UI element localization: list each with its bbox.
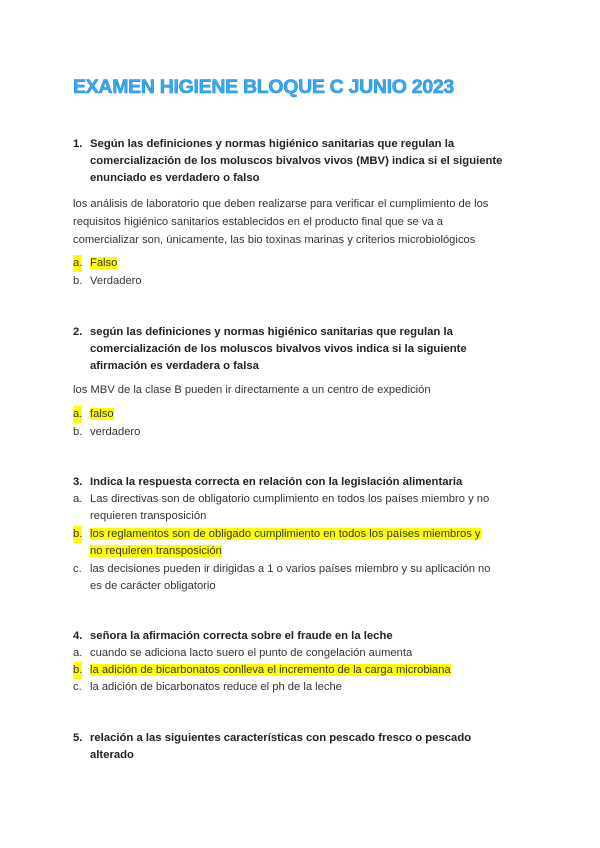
- question-number: 4.: [73, 630, 83, 642]
- question-3-option-b: [73, 526, 530, 560]
- question-2-statement: [73, 381, 543, 399]
- question-heading-line: comercialización de los moluscos bivalvos vivos (MBV) indica si el siguiente: [90, 155, 503, 167]
- option-text: no requieren transposición: [90, 545, 222, 557]
- question-heading-line: afirmación es verdadera o falsa: [90, 360, 259, 372]
- question-4-option-b: [73, 662, 530, 679]
- question-2-option-b: [73, 424, 530, 441]
- question-heading-line: alterado: [90, 749, 134, 761]
- option-text: la adición de bicarbonatos reduce el ph de la leche: [90, 681, 342, 693]
- option-letter: c.: [73, 563, 82, 575]
- question-2-heading: [73, 324, 540, 375]
- question-1-statement: [73, 195, 543, 249]
- statement-line: comercializar son, únicamente, las bio toxinas marinas y criterios microbiológicos: [73, 234, 476, 246]
- question-heading-line: enunciado es verdadero o falso: [90, 172, 260, 184]
- option-text: verdadero: [90, 426, 141, 438]
- question-number: 5.: [73, 732, 83, 744]
- option-letter: a.: [73, 406, 82, 423]
- option-letter: a.: [73, 647, 83, 659]
- option-text: es de carácter obligatorio: [90, 580, 216, 592]
- option-letter: a.: [73, 493, 83, 505]
- question-4-heading: [73, 628, 540, 645]
- question-number: 2.: [73, 326, 83, 338]
- question-3-heading: [73, 474, 540, 491]
- question-1-option-b: [73, 273, 530, 290]
- question-5-heading: [73, 730, 540, 764]
- question-1-heading: [73, 136, 540, 187]
- question-heading-line: comercialización de los moluscos bivalvos vivos indica si la siguiente: [90, 343, 467, 355]
- question-number: 1.: [73, 138, 83, 150]
- question-number: 3.: [73, 476, 83, 488]
- option-text: requieren transposición: [90, 510, 207, 522]
- option-letter: b.: [73, 426, 83, 438]
- option-letter: b.: [73, 275, 83, 287]
- option-letter: c.: [73, 681, 82, 693]
- option-text: la adición de bicarbonatos conlleva el incremento de la carga microbiana: [90, 664, 451, 676]
- option-text: Verdadero: [90, 275, 142, 287]
- statement-line: los MBV de la clase B pueden ir directamente a un centro de expedición: [73, 384, 431, 396]
- question-heading-line: Según las definiciones y normas higiénico sanitarias que regulan la: [90, 138, 455, 150]
- option-text: Las directivas son de obligatorio cumplimiento en todos los países miembro y no: [90, 493, 490, 505]
- option-text: Falso: [90, 257, 118, 269]
- exam-title: EXAMEN HIGIENE BLOQUE C JUNIO 2023: [73, 76, 454, 98]
- question-2-option-a: [73, 406, 530, 423]
- statement-line: requisitos higiénico sanitarios establecidos en el producto final que se va a: [73, 216, 444, 228]
- option-letter: a.: [73, 255, 82, 272]
- statement-line: los análisis de laboratorio que deben realizarse para verificar el cumplimiento de los: [73, 198, 489, 210]
- question-4-option-c: [73, 679, 530, 696]
- option-text: falso: [90, 408, 114, 420]
- question-4-option-a: [73, 645, 530, 662]
- question-3-option-a: [73, 491, 530, 525]
- option-text: los reglamentos son de obligado cumplimiento en todos los países miembros y: [90, 528, 481, 540]
- question-heading-line: señora la afirmación correcta sobre el fraude en la leche: [90, 630, 393, 642]
- option-text: cuando se adiciona lacto suero el punto de congelación aumenta: [90, 647, 413, 659]
- question-3-option-c: [73, 561, 530, 595]
- option-letter: b.: [73, 662, 82, 679]
- option-letter: b.: [73, 526, 82, 543]
- question-heading-line: según las definiciones y normas higiénico sanitarias que regulan la: [90, 326, 453, 338]
- question-heading-line: Indica la respuesta correcta en relación con la legislación alimentaria: [90, 476, 463, 488]
- question-heading-line: relación a las siguientes características con pescado fresco o pescado: [90, 732, 472, 744]
- option-text: las decisiones pueden ir dirigidas a 1 o varios países miembro y su aplicación no: [90, 563, 491, 575]
- question-1-option-a: [73, 255, 530, 272]
